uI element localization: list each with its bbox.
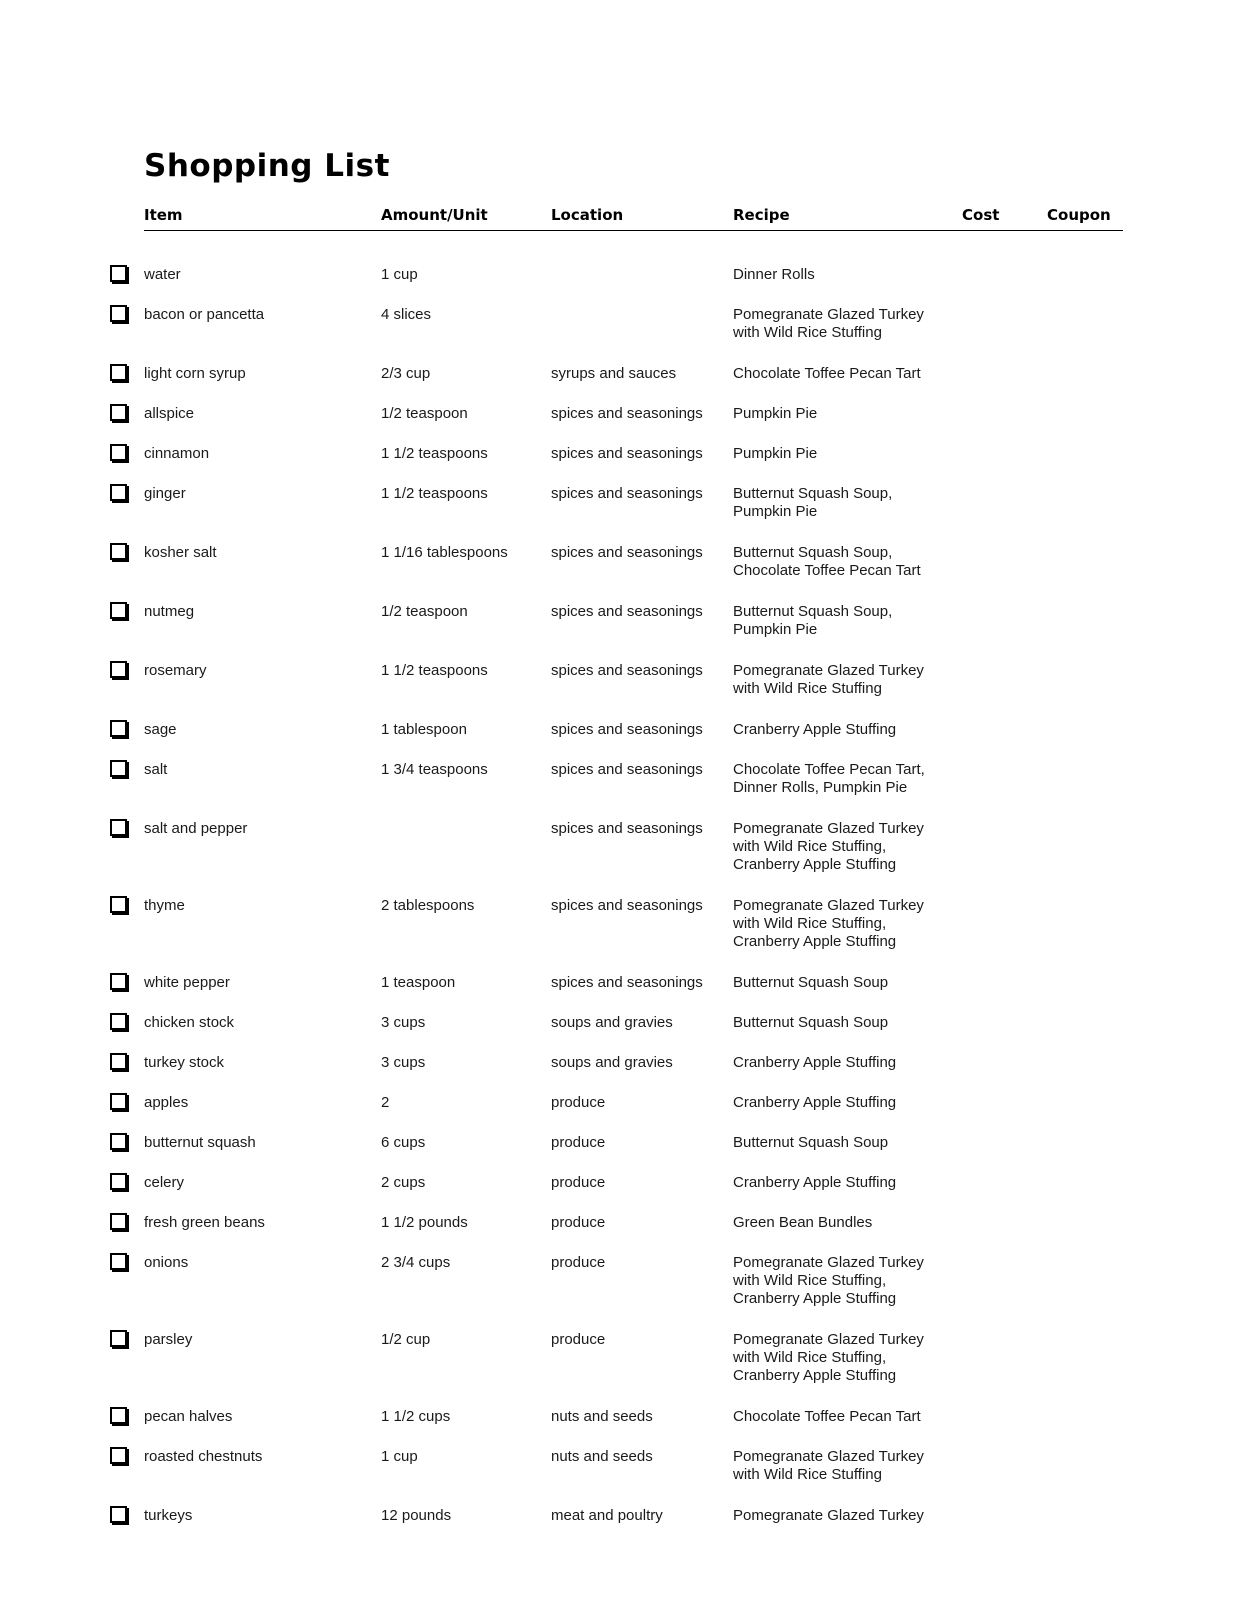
item-amount: 1 teaspoon [381, 974, 456, 991]
item-name: pecan halves [144, 1408, 233, 1425]
item-recipe: Chocolate Toffee Pecan Tart, Dinner Rolls, Pumpkin Pie [733, 761, 925, 796]
item-amount: 1 cup [381, 266, 418, 283]
item-location: spices and seasonings [551, 485, 703, 502]
item-location: produce [551, 1174, 606, 1191]
item-location: nuts and seeds [551, 1408, 653, 1425]
item-name: water [144, 266, 181, 283]
item-location: syrups and sauces [551, 365, 677, 382]
item-location: spices and seasonings [551, 662, 703, 679]
item-name: celery [144, 1174, 185, 1191]
item-name: fresh green beans [144, 1214, 265, 1231]
item-recipe: Butternut Squash Soup [733, 974, 889, 991]
item-location: spices and seasonings [551, 405, 703, 422]
item-name: ginger [144, 485, 186, 502]
row-checkbox[interactable] [110, 1133, 127, 1150]
item-location: produce [551, 1134, 606, 1151]
column-header-location: Location [551, 206, 624, 224]
item-recipe: Chocolate Toffee Pecan Tart [733, 365, 921, 382]
item-location: spices and seasonings [551, 761, 703, 778]
item-amount: 1 1/16 tablespoons [381, 544, 508, 561]
item-recipe: Pomegranate Glazed Turkey with Wild Rice Stuffing [733, 306, 924, 341]
item-recipe: Dinner Rolls [733, 266, 815, 283]
item-amount: 4 slices [381, 306, 432, 323]
item-amount: 3 cups [381, 1014, 426, 1031]
item-amount: 3 cups [381, 1054, 426, 1071]
item-recipe: Cranberry Apple Stuffing [733, 1094, 897, 1111]
column-header-recipe: Recipe [733, 206, 790, 224]
item-amount: 1 1/2 teaspoons [381, 662, 488, 679]
item-amount: 1 3/4 teaspoons [381, 761, 488, 778]
item-name: roasted chestnuts [144, 1448, 263, 1465]
item-amount: 2 cups [381, 1174, 426, 1191]
item-recipe: Butternut Squash Soup [733, 1014, 889, 1031]
row-checkbox[interactable] [110, 819, 127, 836]
item-location: meat and poultry [551, 1507, 663, 1524]
item-recipe: Pomegranate Glazed Turkey with Wild Rice Stuffing, Cranberry Apple Stuffing [733, 820, 924, 873]
item-recipe: Pomegranate Glazed Turkey with Wild Rice Stuffing, Cranberry Apple Stuffing [733, 1331, 924, 1384]
row-checkbox[interactable] [110, 1213, 127, 1230]
row-checkbox[interactable] [110, 265, 127, 282]
item-name: kosher salt [144, 544, 217, 561]
item-amount: 1 tablespoon [381, 721, 467, 738]
row-checkbox[interactable] [110, 1053, 127, 1070]
item-location: spices and seasonings [551, 721, 703, 738]
item-amount: 12 pounds [381, 1507, 452, 1524]
item-recipe: Pumpkin Pie [733, 405, 818, 422]
item-name: cinnamon [144, 445, 210, 462]
item-recipe: Green Bean Bundles [733, 1214, 873, 1231]
item-recipe: Chocolate Toffee Pecan Tart [733, 1408, 921, 1425]
item-amount: 1 1/2 teaspoons [381, 485, 488, 502]
row-checkbox[interactable] [110, 1013, 127, 1030]
item-amount: 1 1/2 pounds [381, 1214, 468, 1231]
row-checkbox[interactable] [110, 602, 127, 619]
item-name: butternut squash [144, 1134, 256, 1151]
row-checkbox[interactable] [110, 973, 127, 990]
column-header-item: Item [144, 206, 183, 224]
item-location: produce [551, 1094, 606, 1111]
item-name: parsley [144, 1331, 193, 1348]
item-name: apples [144, 1094, 189, 1111]
item-recipe: Pomegranate Glazed Turkey with Wild Rice Stuffing, Cranberry Apple Stuffing [733, 1254, 924, 1307]
item-name: light corn syrup [144, 365, 246, 382]
item-recipe: Butternut Squash Soup, Pumpkin Pie [733, 485, 893, 520]
row-checkbox[interactable] [110, 720, 127, 737]
item-amount: 1/2 cup [381, 1331, 431, 1348]
item-name: turkey stock [144, 1054, 225, 1071]
row-checkbox[interactable] [110, 1330, 127, 1347]
item-name: onions [144, 1254, 189, 1271]
item-name: chicken stock [144, 1014, 235, 1031]
item-name: salt [144, 761, 168, 778]
item-recipe: Pomegranate Glazed Turkey [733, 1507, 924, 1524]
item-recipe: Cranberry Apple Stuffing [733, 1174, 897, 1191]
row-checkbox[interactable] [110, 1173, 127, 1190]
item-recipe: Butternut Squash Soup [733, 1134, 889, 1151]
item-location: soups and gravies [551, 1014, 673, 1031]
item-name: bacon or pancetta [144, 306, 265, 323]
item-recipe: Butternut Squash Soup, Chocolate Toffee Pecan Tart [733, 544, 921, 579]
item-name: turkeys [144, 1507, 193, 1524]
row-checkbox[interactable] [110, 484, 127, 501]
item-recipe: Butternut Squash Soup, Pumpkin Pie [733, 603, 893, 638]
row-checkbox[interactable] [110, 661, 127, 678]
item-amount: 1 cup [381, 1448, 418, 1465]
item-location: produce [551, 1254, 606, 1271]
item-amount: 2 tablespoons [381, 897, 475, 914]
item-name: nutmeg [144, 603, 195, 620]
item-amount: 1/2 teaspoon [381, 405, 468, 422]
row-checkbox[interactable] [110, 1093, 127, 1110]
row-checkbox[interactable] [110, 1447, 127, 1464]
table-header [144, 206, 1123, 231]
row-checkbox[interactable] [110, 760, 127, 777]
item-location: spices and seasonings [551, 603, 703, 620]
row-checkbox[interactable] [110, 1407, 127, 1424]
item-location: spices and seasonings [551, 897, 703, 914]
item-recipe: Cranberry Apple Stuffing [733, 1054, 897, 1071]
item-recipe: Pomegranate Glazed Turkey with Wild Rice Stuffing [733, 662, 924, 697]
column-header-coupon: Coupon [1047, 206, 1111, 224]
item-name: white pepper [144, 974, 230, 991]
item-location: nuts and seeds [551, 1448, 653, 1465]
item-location: spices and seasonings [551, 544, 703, 561]
row-checkbox[interactable] [110, 305, 127, 322]
item-name: thyme [144, 897, 185, 914]
item-amount: 2 3/4 cups [381, 1254, 451, 1271]
item-location: soups and gravies [551, 1054, 673, 1071]
item-name: rosemary [144, 662, 207, 679]
row-checkbox[interactable] [110, 1506, 127, 1523]
item-recipe: Pomegranate Glazed Turkey with Wild Rice Stuffing, Cranberry Apple Stuffing [733, 897, 924, 950]
item-location: produce [551, 1331, 606, 1348]
item-amount: 1 1/2 teaspoons [381, 445, 488, 462]
page-title: Shopping List [144, 148, 390, 184]
item-location: produce [551, 1214, 606, 1231]
row-checkbox[interactable] [110, 444, 127, 461]
item-amount: 1 1/2 cups [381, 1408, 451, 1425]
column-header-amount: Amount/Unit [381, 206, 488, 224]
item-name: salt and pepper [144, 820, 248, 837]
item-amount: 6 cups [381, 1134, 426, 1151]
item-location: spices and seasonings [551, 820, 703, 837]
item-amount: 1/2 teaspoon [381, 603, 468, 620]
item-location: spices and seasonings [551, 974, 703, 991]
item-amount: 2/3 cup [381, 365, 431, 382]
item-name: sage [144, 721, 177, 738]
item-recipe: Pumpkin Pie [733, 445, 818, 462]
item-recipe: Pomegranate Glazed Turkey with Wild Rice Stuffing [733, 1448, 924, 1483]
item-amount: 2 [381, 1094, 390, 1111]
row-checkbox[interactable] [110, 543, 127, 560]
item-location: spices and seasonings [551, 445, 703, 462]
row-checkbox[interactable] [110, 896, 127, 913]
item-recipe: Cranberry Apple Stuffing [733, 721, 897, 738]
column-header-cost: Cost [962, 206, 1000, 224]
row-checkbox[interactable] [110, 404, 127, 421]
row-checkbox[interactable] [110, 1253, 127, 1270]
row-checkbox[interactable] [110, 364, 127, 381]
item-name: allspice [144, 405, 195, 422]
